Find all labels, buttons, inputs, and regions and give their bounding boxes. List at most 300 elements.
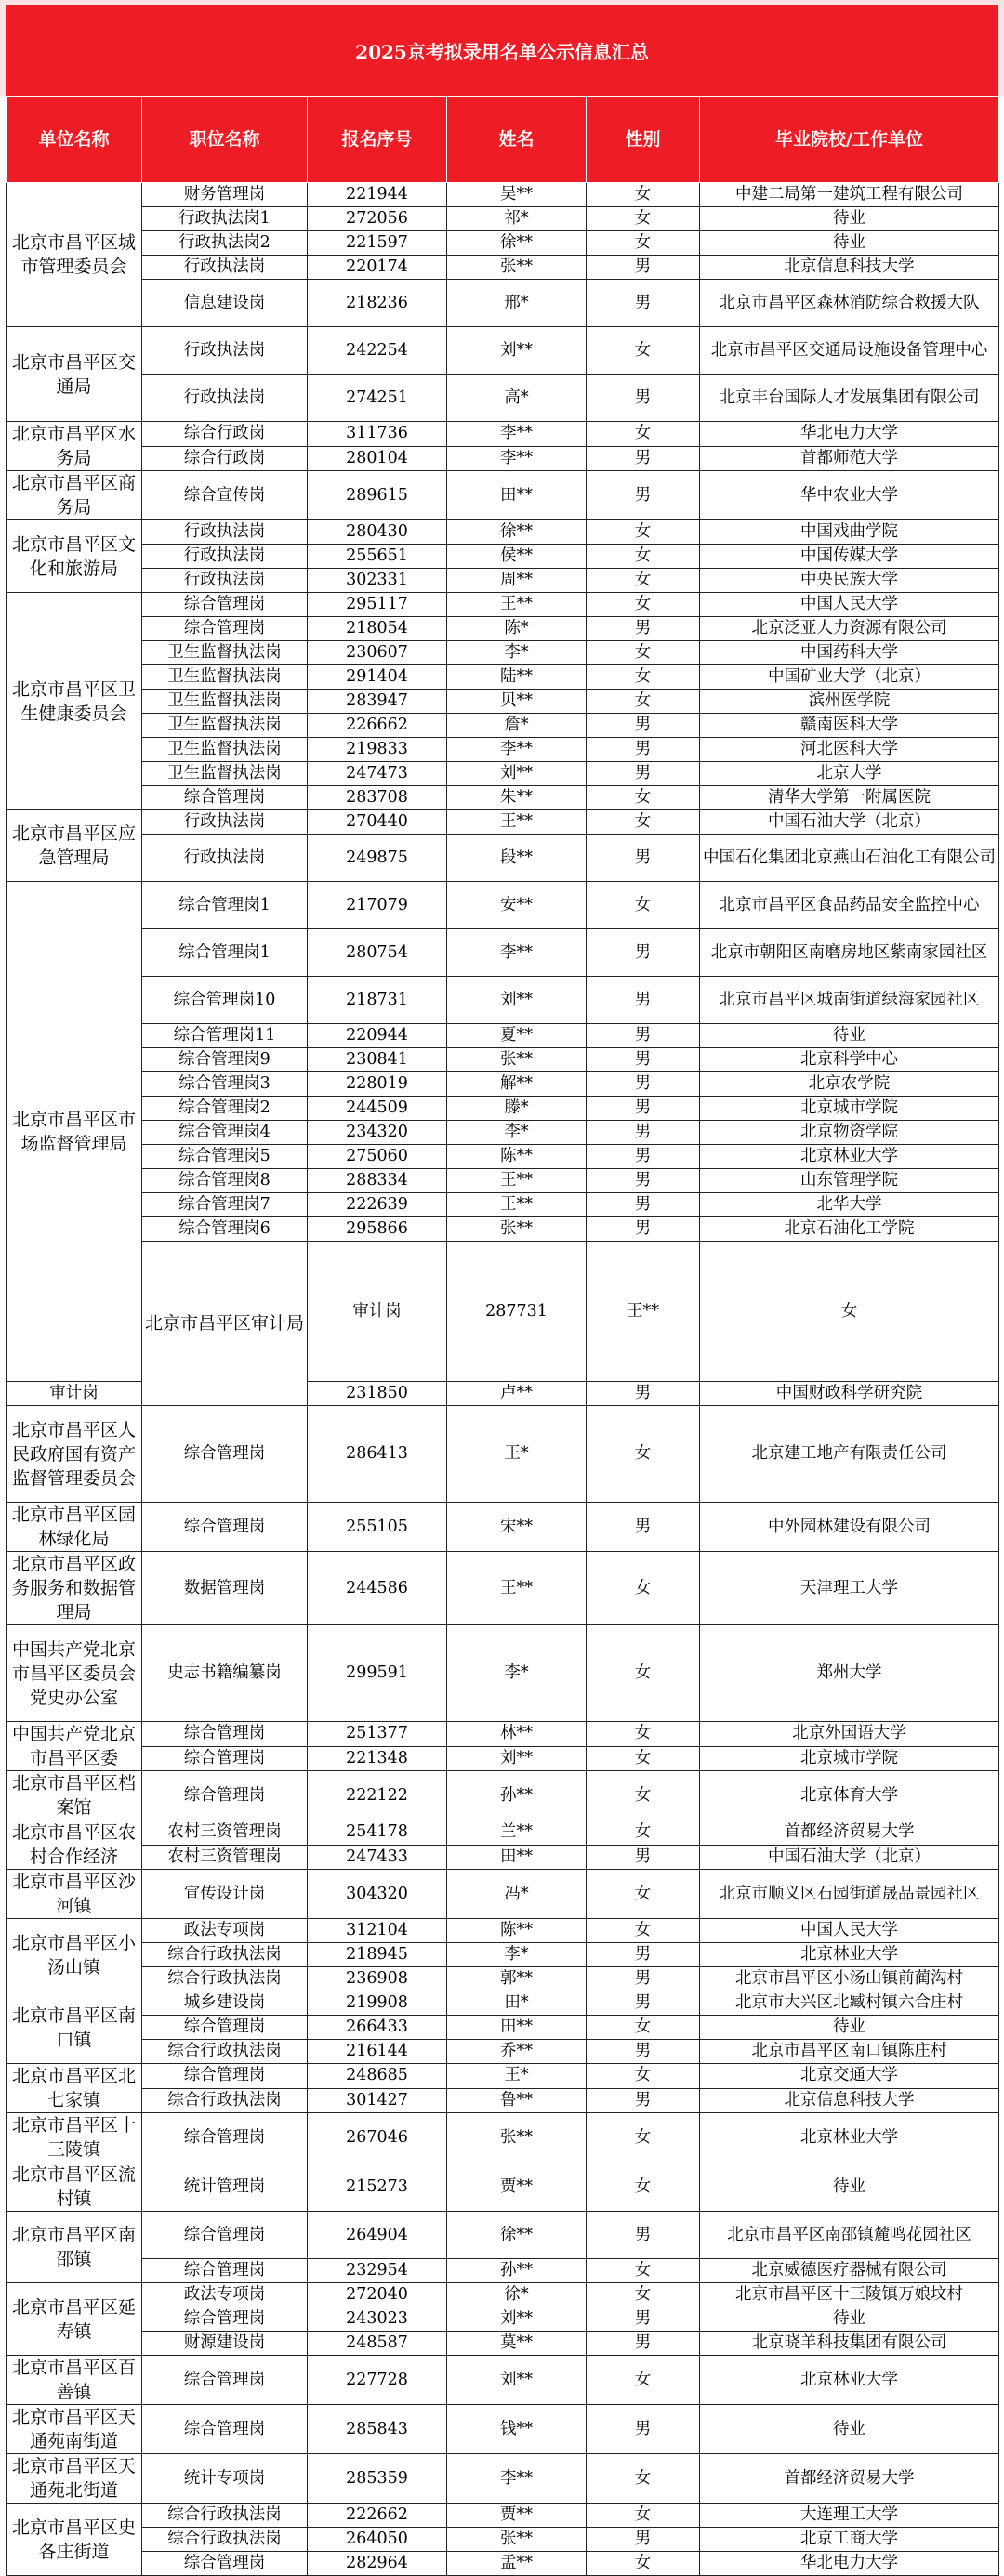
position-cell: 数据管理岗 bbox=[142, 1552, 308, 1625]
table-row bbox=[7, 714, 999, 738]
gender-cell: 女 bbox=[587, 665, 700, 690]
unit-cell: 北京市昌平区北七家镇 bbox=[7, 2064, 142, 2113]
hire-list-table bbox=[6, 96, 999, 2576]
gender-cell: 男 bbox=[587, 1097, 700, 1121]
school-cell: 中国戏曲学院 bbox=[700, 520, 999, 545]
reg-number-cell: 242254 bbox=[308, 327, 447, 375]
school-cell: 首都经济贸易大学 bbox=[700, 1820, 999, 1846]
reg-number-cell: 215273 bbox=[308, 2162, 447, 2212]
col-header-reg-number: 报名序号 bbox=[308, 97, 447, 183]
position-cell: 综合管理岗 bbox=[142, 1746, 308, 1771]
reg-number-cell: 219833 bbox=[308, 738, 447, 762]
school-cell: 清华大学第一附属医院 bbox=[700, 786, 999, 810]
name-cell: 钱** bbox=[447, 2405, 587, 2454]
position-cell: 综合管理岗 bbox=[142, 2405, 308, 2454]
position-cell: 综合管理岗4 bbox=[142, 1121, 308, 1145]
gender-cell: 女 bbox=[587, 2113, 700, 2162]
reg-number-cell: 243023 bbox=[308, 2307, 447, 2332]
table-row bbox=[7, 422, 999, 447]
school-cell: 中国石油大学（北京） bbox=[700, 810, 999, 835]
name-cell: 冯* bbox=[447, 1870, 587, 1919]
reg-number-cell: 247473 bbox=[308, 762, 447, 786]
table-row bbox=[7, 207, 999, 231]
name-cell: 安** bbox=[447, 882, 587, 929]
reg-number-cell: 221348 bbox=[308, 1746, 447, 1771]
reg-number-cell: 285843 bbox=[308, 2405, 447, 2454]
school-cell: 山东管理学院 bbox=[700, 1169, 999, 1193]
table-row bbox=[7, 786, 999, 810]
reg-number-cell: 301427 bbox=[308, 2088, 447, 2113]
reg-number-cell: 244509 bbox=[308, 1097, 447, 1121]
reg-number-cell: 254178 bbox=[308, 1820, 447, 1846]
gender-cell: 女 bbox=[587, 1406, 700, 1503]
gender-cell: 男 bbox=[587, 2405, 700, 2454]
table-row bbox=[7, 1097, 999, 1121]
gender-cell: 男 bbox=[587, 1217, 700, 1242]
school-cell: 北京市昌平区小汤山镇前蔺沟村 bbox=[700, 1967, 999, 1991]
name-cell: 陈* bbox=[447, 617, 587, 641]
position-cell: 卫生监督执法岗 bbox=[142, 714, 308, 738]
school-cell: 中央民族大学 bbox=[700, 569, 999, 593]
gender-cell: 男 bbox=[587, 738, 700, 762]
position-cell: 综合行政岗 bbox=[142, 422, 308, 447]
col-header-unit: 单位名称 bbox=[7, 97, 142, 183]
position-cell: 综合管理岗 bbox=[142, 2016, 308, 2040]
table-row bbox=[7, 2064, 999, 2089]
name-cell: 夏** bbox=[447, 1024, 587, 1048]
reg-number-cell: 295117 bbox=[308, 593, 447, 617]
school-cell: 北京林业大学 bbox=[700, 2113, 999, 2162]
position-cell: 综合管理岗 bbox=[142, 2552, 308, 2576]
school-cell: 北京石油化工学院 bbox=[700, 1217, 999, 1242]
unit-cell: 北京市昌平区政务服务和数据管理局 bbox=[7, 1552, 142, 1625]
reg-number-cell: 255105 bbox=[308, 1503, 447, 1552]
table-row bbox=[7, 1024, 999, 1048]
table-row bbox=[7, 2259, 999, 2283]
school-cell: 北京市昌平区南邵镇麓鸣花园社区 bbox=[700, 2212, 999, 2259]
table-title: 2025京考拟录用名单公示信息汇总 bbox=[0, 0, 1004, 96]
gender-cell: 男 bbox=[587, 1169, 700, 1193]
gender-cell: 女 bbox=[587, 2504, 700, 2528]
table-row bbox=[7, 1193, 999, 1217]
table-row bbox=[7, 810, 999, 835]
school-cell: 北京林业大学 bbox=[700, 1145, 999, 1169]
gender-cell: 女 bbox=[587, 593, 700, 617]
name-cell: 李** bbox=[447, 2454, 587, 2504]
name-cell: 兰** bbox=[447, 1820, 587, 1846]
unit-cell: 北京市昌平区史各庄街道 bbox=[7, 2504, 142, 2576]
name-cell: 贾** bbox=[447, 2162, 587, 2212]
position-cell: 综合行政执法岗 bbox=[142, 1967, 308, 1991]
name-cell: 侯** bbox=[447, 545, 587, 569]
table-row bbox=[7, 520, 999, 545]
table-row bbox=[7, 977, 999, 1024]
name-cell: 孟** bbox=[447, 2552, 587, 2576]
gender-cell: 女 bbox=[587, 2259, 700, 2283]
gender-cell: 男 bbox=[587, 1845, 700, 1870]
reg-number-cell: 218945 bbox=[308, 1943, 447, 1967]
table-row bbox=[7, 738, 999, 762]
name-cell: 田* bbox=[447, 1991, 587, 2016]
gender-cell: 男 bbox=[587, 1145, 700, 1169]
school-cell: 北华大学 bbox=[700, 1193, 999, 1217]
school-cell: 北京林业大学 bbox=[700, 1943, 999, 1967]
position-cell: 综合管理岗 bbox=[142, 1722, 308, 1747]
position-cell: 农村三资管理岗 bbox=[142, 1820, 308, 1846]
table-row bbox=[7, 1967, 999, 1991]
col-header-position: 职位名称 bbox=[142, 97, 308, 183]
gender-cell: 男 bbox=[587, 2307, 700, 2332]
name-cell: 张** bbox=[447, 1217, 587, 1242]
school-cell: 待业 bbox=[700, 1024, 999, 1048]
gender-cell: 男 bbox=[587, 1991, 700, 2016]
reg-number-cell: 288334 bbox=[308, 1169, 447, 1193]
table-row bbox=[7, 1552, 999, 1625]
name-cell: 段** bbox=[447, 835, 587, 882]
position-cell: 财务管理岗 bbox=[142, 183, 308, 207]
reg-number-cell: 222662 bbox=[308, 2504, 447, 2528]
reg-number-cell: 220174 bbox=[308, 256, 447, 280]
gender-cell: 女 bbox=[587, 810, 700, 835]
position-cell: 综合行政执法岗 bbox=[142, 2040, 308, 2064]
table-row bbox=[7, 835, 999, 882]
school-cell: 赣南医科大学 bbox=[700, 714, 999, 738]
school-cell: 待业 bbox=[700, 207, 999, 231]
table-row bbox=[7, 2504, 999, 2528]
name-cell: 朱** bbox=[447, 786, 587, 810]
name-cell: 李** bbox=[447, 738, 587, 762]
gender-cell: 女 bbox=[587, 690, 700, 714]
name-cell: 乔** bbox=[447, 2040, 587, 2064]
unit-cell: 北京市昌平区百善镇 bbox=[7, 2356, 142, 2405]
position-cell: 综合管理岗 bbox=[142, 1771, 308, 1820]
table-row bbox=[7, 1870, 999, 1919]
reg-number-cell: 286413 bbox=[308, 1406, 447, 1503]
reg-number-cell: 251377 bbox=[308, 1722, 447, 1747]
name-cell: 刘** bbox=[447, 2307, 587, 2332]
table-row bbox=[7, 2307, 999, 2332]
table-row bbox=[7, 569, 999, 593]
unit-cell: 北京市昌平区十三陵镇 bbox=[7, 2113, 142, 2162]
reg-number-cell: 299591 bbox=[308, 1625, 447, 1722]
school-cell: 北京市昌平区森林消防综合救援大队 bbox=[700, 280, 999, 327]
school-cell: 中国石化集团北京燕山石油化工有限公司 bbox=[700, 835, 999, 882]
reg-number-cell: 291404 bbox=[308, 665, 447, 690]
table-row bbox=[7, 231, 999, 256]
school-cell: 中国传媒大学 bbox=[700, 545, 999, 569]
gender-cell: 男 bbox=[587, 929, 700, 977]
name-cell: 宋** bbox=[447, 1503, 587, 1552]
unit-cell: 北京市昌平区南邵镇 bbox=[7, 2212, 142, 2283]
position-cell: 宣传设计岗 bbox=[142, 1870, 308, 1919]
name-cell: 张** bbox=[447, 1048, 587, 1072]
school-cell: 北京外国语大学 bbox=[700, 1722, 999, 1747]
school-cell: 待业 bbox=[700, 231, 999, 256]
position-cell: 综合管理岗6 bbox=[142, 1217, 308, 1242]
position-cell: 统计管理岗 bbox=[142, 2162, 308, 2212]
school-cell: 待业 bbox=[700, 2307, 999, 2332]
reg-number-cell: 311736 bbox=[308, 422, 447, 447]
reg-number-cell: 270440 bbox=[308, 810, 447, 835]
table-row bbox=[7, 882, 999, 929]
table-row bbox=[7, 2528, 999, 2552]
unit-cell: 北京市昌平区人民政府国有资产监督管理委员会 bbox=[7, 1406, 142, 1503]
gender-cell: 女 bbox=[587, 1552, 700, 1625]
school-cell: 滨州医学院 bbox=[700, 690, 999, 714]
position-cell: 综合管理岗 bbox=[142, 617, 308, 641]
position-cell: 综合行政岗 bbox=[142, 446, 308, 471]
position-cell: 卫生监督执法岗 bbox=[142, 641, 308, 665]
gender-cell: 女 bbox=[587, 327, 700, 375]
name-cell: 王* bbox=[447, 2064, 587, 2089]
table-row bbox=[7, 2283, 999, 2307]
name-cell: 祁* bbox=[447, 207, 587, 231]
reg-number-cell: 247433 bbox=[308, 1845, 447, 1870]
name-cell: 徐** bbox=[447, 231, 587, 256]
name-cell: 吴** bbox=[447, 183, 587, 207]
school-cell: 北京建工地产有限责任公司 bbox=[700, 1406, 999, 1503]
reg-number-cell: 236908 bbox=[308, 1967, 447, 1991]
unit-cell: 北京市昌平区沙河镇 bbox=[7, 1870, 142, 1919]
name-cell: 高* bbox=[447, 375, 587, 422]
gender-cell: 男 bbox=[587, 2212, 700, 2259]
table-row bbox=[7, 929, 999, 977]
name-cell: 孙** bbox=[447, 1771, 587, 1820]
position-cell: 综合管理岗2 bbox=[142, 1097, 308, 1121]
reg-number-cell: 264904 bbox=[308, 2212, 447, 2259]
name-cell: 李** bbox=[447, 929, 587, 977]
school-cell: 北京工商大学 bbox=[700, 2528, 999, 2552]
name-cell: 鲁** bbox=[447, 2088, 587, 2113]
gender-cell: 男 bbox=[587, 1121, 700, 1145]
name-cell: 王** bbox=[447, 593, 587, 617]
name-cell: 李* bbox=[447, 641, 587, 665]
name-cell: 孙** bbox=[447, 2259, 587, 2283]
unit-cell: 北京市昌平区流村镇 bbox=[7, 2162, 142, 2212]
position-cell: 城乡建设岗 bbox=[142, 1991, 308, 2016]
unit-cell: 北京市昌平区延寿镇 bbox=[7, 2283, 142, 2356]
gender-cell: 女 bbox=[700, 1242, 999, 1382]
gender-cell: 男 bbox=[587, 256, 700, 280]
unit-cell: 北京市昌平区农村合作经济 bbox=[7, 1820, 142, 1870]
position-cell: 行政执法岗 bbox=[142, 327, 308, 375]
name-cell: 刘** bbox=[447, 1746, 587, 1771]
position-cell: 卫生监督执法岗 bbox=[142, 665, 308, 690]
school-cell: 中建二局第一建筑工程有限公司 bbox=[700, 183, 999, 207]
gender-cell: 女 bbox=[587, 1722, 700, 1747]
name-cell: 张** bbox=[447, 2113, 587, 2162]
gender-cell: 女 bbox=[587, 1771, 700, 1820]
name-cell: 陈** bbox=[447, 1919, 587, 1943]
school-cell: 北京大学 bbox=[700, 762, 999, 786]
reg-number-cell: 249875 bbox=[308, 835, 447, 882]
table-row bbox=[7, 1217, 999, 1242]
gender-cell: 男 bbox=[587, 2528, 700, 2552]
reg-number-cell: 232954 bbox=[308, 2259, 447, 2283]
position-cell: 综合管理岗 bbox=[142, 2212, 308, 2259]
school-cell: 北京泛亚人力资源有限公司 bbox=[700, 617, 999, 641]
name-cell: 王* bbox=[447, 1406, 587, 1503]
position-cell: 综合管理岗 bbox=[142, 593, 308, 617]
position-cell: 行政执法岗 bbox=[142, 545, 308, 569]
table-row bbox=[7, 2162, 999, 2212]
reg-number-cell: 219908 bbox=[308, 1991, 447, 2016]
school-cell: 首都经济贸易大学 bbox=[700, 2454, 999, 2504]
table-row bbox=[7, 1943, 999, 1967]
position-cell: 综合管理岗1 bbox=[142, 929, 308, 977]
gender-cell: 女 bbox=[587, 231, 700, 256]
table-row bbox=[7, 593, 999, 617]
name-cell: 林** bbox=[447, 1722, 587, 1747]
col-header-school: 毕业院校/工作单位 bbox=[700, 97, 999, 183]
table-row bbox=[7, 1771, 999, 1820]
unit-cell: 北京市昌平区园林绿化局 bbox=[7, 1503, 142, 1552]
name-cell: 解** bbox=[447, 1072, 587, 1097]
table-row bbox=[7, 446, 999, 471]
table-row bbox=[7, 1169, 999, 1193]
school-cell: 中国人民大学 bbox=[700, 1919, 999, 1943]
name-cell: 李* bbox=[447, 1121, 587, 1145]
position-cell: 统计专项岗 bbox=[142, 2454, 308, 2504]
reg-number-cell: 217079 bbox=[308, 882, 447, 929]
gender-cell: 女 bbox=[587, 1625, 700, 1722]
reg-number-cell: 248685 bbox=[308, 2064, 447, 2089]
position-cell: 综合管理岗 bbox=[142, 2259, 308, 2283]
position-cell: 行政执法岗 bbox=[142, 810, 308, 835]
table-row bbox=[7, 617, 999, 641]
position-cell: 综合管理岗3 bbox=[142, 1072, 308, 1097]
reg-number-cell: 264050 bbox=[308, 2528, 447, 2552]
unit-cell: 北京市昌平区天通苑南街道 bbox=[7, 2405, 142, 2454]
school-cell: 中国财政科学研究院 bbox=[700, 1382, 999, 1406]
reg-number-cell: 312104 bbox=[308, 1919, 447, 1943]
table-row bbox=[7, 690, 999, 714]
unit-cell: 北京市昌平区交通局 bbox=[7, 327, 142, 422]
table-row bbox=[7, 1503, 999, 1552]
position-cell: 综合管理岗 bbox=[142, 2307, 308, 2332]
reg-number-cell: 244586 bbox=[308, 1552, 447, 1625]
table-row bbox=[7, 1072, 999, 1097]
gender-cell: 女 bbox=[587, 882, 700, 929]
position-cell: 综合管理岗 bbox=[142, 2113, 308, 2162]
gender-cell: 男 bbox=[587, 2088, 700, 2113]
name-cell: 李* bbox=[447, 1943, 587, 1967]
name-cell: 刘** bbox=[447, 2356, 587, 2405]
table-row bbox=[7, 1991, 999, 2016]
school-cell: 北京威德医疗器械有限公司 bbox=[700, 2259, 999, 2283]
reg-number-cell: 274251 bbox=[308, 375, 447, 422]
reg-number-cell: 248587 bbox=[308, 2332, 447, 2356]
name-cell: 王** bbox=[447, 1169, 587, 1193]
school-cell: 华北电力大学 bbox=[700, 422, 999, 447]
position-cell: 财源建设岗 bbox=[142, 2332, 308, 2356]
name-cell: 莫** bbox=[447, 2332, 587, 2356]
gender-cell: 男 bbox=[587, 714, 700, 738]
unit-cell: 北京市昌平区商务局 bbox=[7, 471, 142, 520]
school-cell: 北京市大兴区北臧村镇六合庄村 bbox=[700, 1991, 999, 2016]
school-cell: 河北医科大学 bbox=[700, 738, 999, 762]
school-cell: 北京城市学院 bbox=[700, 1746, 999, 1771]
gender-cell: 男 bbox=[587, 2332, 700, 2356]
position-cell: 审计岗 bbox=[7, 1382, 142, 1406]
reg-number-cell: 272056 bbox=[308, 207, 447, 231]
position-cell: 综合管理岗7 bbox=[142, 1193, 308, 1217]
gender-cell: 女 bbox=[587, 520, 700, 545]
gender-cell: 男 bbox=[587, 762, 700, 786]
reg-number-cell: 221944 bbox=[308, 183, 447, 207]
school-cell: 华北电力大学 bbox=[700, 2552, 999, 2576]
table-row bbox=[7, 2113, 999, 2162]
reg-number-cell: 234320 bbox=[308, 1121, 447, 1145]
unit-cell: 北京市昌平区档案馆 bbox=[7, 1771, 142, 1820]
school-cell: 北京市昌平区十三陵镇万娘坟村 bbox=[700, 2283, 999, 2307]
name-cell: 郭** bbox=[447, 1967, 587, 1991]
position-cell: 综合管理岗 bbox=[142, 786, 308, 810]
gender-cell: 男 bbox=[587, 977, 700, 1024]
reg-number-cell: 218054 bbox=[308, 617, 447, 641]
gender-cell: 女 bbox=[587, 641, 700, 665]
table-row bbox=[7, 2552, 999, 2576]
position-cell: 卫生监督执法岗 bbox=[142, 762, 308, 786]
gender-cell: 女 bbox=[587, 1870, 700, 1919]
name-cell: 陈** bbox=[447, 1145, 587, 1169]
school-cell: 中国人民大学 bbox=[700, 593, 999, 617]
school-cell: 中国药科大学 bbox=[700, 641, 999, 665]
school-cell: 中国矿业大学（北京） bbox=[700, 665, 999, 690]
table-row bbox=[7, 327, 999, 375]
unit-cell: 北京市昌平区城市管理委员会 bbox=[7, 183, 142, 327]
name-cell: 田** bbox=[447, 471, 587, 520]
position-cell: 卫生监督执法岗 bbox=[142, 738, 308, 762]
name-cell: 王** bbox=[447, 1552, 587, 1625]
position-cell: 综合管理岗 bbox=[142, 1503, 308, 1552]
gender-cell: 女 bbox=[587, 545, 700, 569]
gender-cell: 女 bbox=[587, 422, 700, 447]
reg-number-cell: 231850 bbox=[308, 1382, 447, 1406]
unit-cell: 北京市昌平区天通苑北街道 bbox=[7, 2454, 142, 2504]
name-cell: 刘** bbox=[447, 977, 587, 1024]
position-cell: 综合管理岗5 bbox=[142, 1145, 308, 1169]
gender-cell: 男 bbox=[587, 1967, 700, 1991]
name-cell: 李** bbox=[447, 422, 587, 447]
table-row bbox=[7, 665, 999, 690]
gender-cell: 女 bbox=[587, 2356, 700, 2405]
unit-cell: 中国共产党北京市昌平区委员会党史办公室 bbox=[7, 1625, 142, 1722]
table-row bbox=[7, 1919, 999, 1943]
reg-number-cell: 302331 bbox=[308, 569, 447, 593]
gender-cell: 女 bbox=[587, 1820, 700, 1846]
position-cell: 行政执法岗 bbox=[142, 256, 308, 280]
gender-cell: 女 bbox=[587, 2283, 700, 2307]
gender-cell: 男 bbox=[587, 280, 700, 327]
position-cell: 综合管理岗8 bbox=[142, 1169, 308, 1193]
school-cell: 北京信息科技大学 bbox=[700, 256, 999, 280]
reg-number-cell: 285359 bbox=[308, 2454, 447, 2504]
name-cell: 徐** bbox=[447, 2212, 587, 2259]
position-cell: 行政执法岗 bbox=[142, 520, 308, 545]
name-cell: 刘** bbox=[447, 327, 587, 375]
name-cell: 张** bbox=[447, 256, 587, 280]
name-cell: 田** bbox=[447, 2016, 587, 2040]
reg-number-cell: 304320 bbox=[308, 1870, 447, 1919]
position-cell: 综合宣传岗 bbox=[142, 471, 308, 520]
table-row bbox=[7, 1145, 999, 1169]
position-cell: 行政执法岗 bbox=[142, 569, 308, 593]
name-cell: 李* bbox=[447, 1625, 587, 1722]
position-cell: 行政执法岗2 bbox=[142, 231, 308, 256]
table-row bbox=[7, 471, 999, 520]
table-row bbox=[7, 2332, 999, 2356]
